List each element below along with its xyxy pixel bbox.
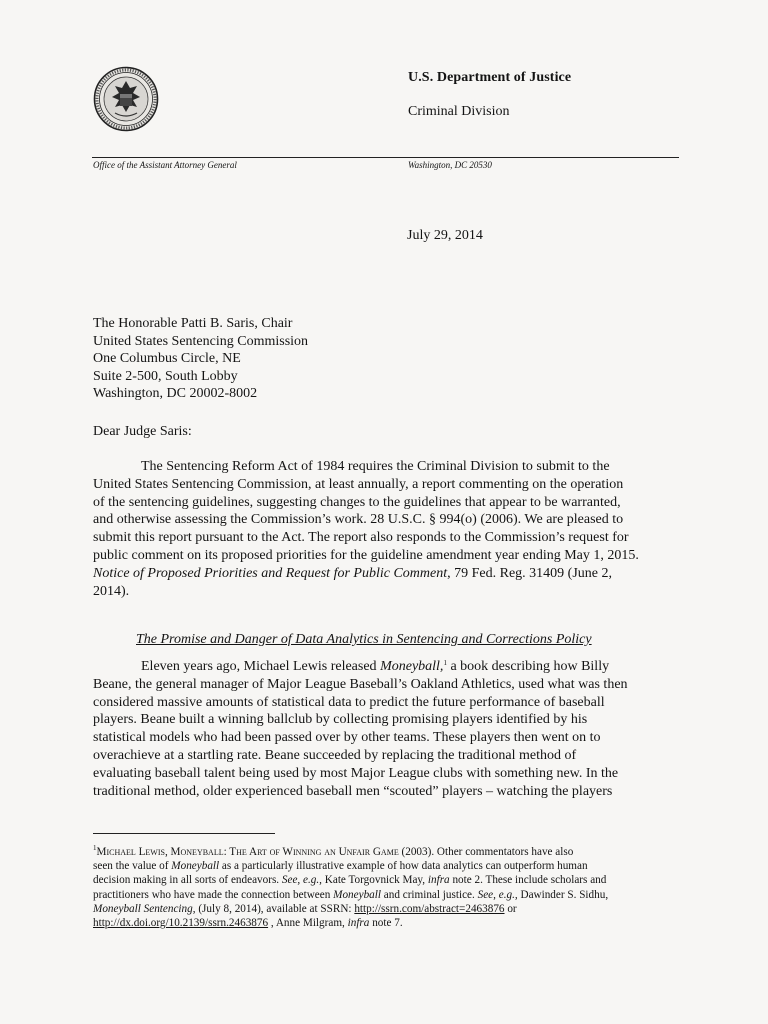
text-fragment: , (July 8, 2014), available at SSRN: xyxy=(192,902,355,915)
paragraph-intro xyxy=(93,458,685,600)
book-title: Moneyball xyxy=(171,860,220,873)
text-fragment: (2003). Other commentators have also xyxy=(398,846,574,858)
text-line: The Sentencing Reform Act of 1984 requires the Criminal Division to submit to the xyxy=(141,459,610,474)
footnote-line xyxy=(93,916,685,930)
text-line: players. Beane built a winning ballclub by collecting promising players identified by his xyxy=(93,712,588,728)
recipient-line: United States Sentencing Commission xyxy=(93,333,309,349)
text-line: submit this report pursuant to the Act. The report also responds to the Commission’s request for xyxy=(93,530,629,546)
department-name: U.S. Department of Justice xyxy=(408,70,572,85)
text-fragment: note 2. These include scholars and xyxy=(449,874,607,887)
footnote-line xyxy=(93,845,685,859)
text-line xyxy=(93,565,685,583)
signal-infra: infra xyxy=(427,874,450,887)
text-line: traditional method, older experienced baseball men “scouted” players – watching the players xyxy=(93,783,613,799)
text-line: overachieve at a startling rate. Beane succeeded by replacing the traditional method of xyxy=(93,747,577,763)
footnote-line xyxy=(93,859,685,873)
text-fragment: Dawinder S. Sidhu, xyxy=(517,888,609,901)
text-fragment: , Anne Milgram, xyxy=(268,917,348,930)
salutation: Dear Judge Saris: xyxy=(93,424,192,439)
book-title: Moneyball, xyxy=(380,659,444,674)
signal-see: See, e.g., xyxy=(477,888,518,901)
text-fragment: , 79 Fed. Reg. 31409 (June 2, xyxy=(447,565,612,581)
text-fragment: Eleven years ago, Michael Lewis released xyxy=(141,659,381,674)
recipient-line: Suite 2-500, South Lobby xyxy=(93,368,238,384)
text-fragment: and criminal justice. xyxy=(380,888,478,901)
text-line: considered massive amounts of statistical data to predict the future performance of baseball xyxy=(93,694,605,710)
text-fragment: or xyxy=(504,902,517,915)
footnote-line xyxy=(93,888,685,902)
text-fragment: as a particularly illustrative example of how data analytics can outperform human xyxy=(219,860,588,873)
recipient-line: Washington, DC 20002-8002 xyxy=(93,386,258,402)
text-fragment: seen the value of xyxy=(93,860,172,873)
text-fragment: a book describing how Billy xyxy=(446,659,610,674)
footnote xyxy=(93,845,685,930)
text-line: statistical models who had been passed over by other teams. These players then went on to xyxy=(93,730,601,746)
recipient-address xyxy=(93,315,308,403)
book-citation: Michael Lewis, Moneyball: The Art of Winning an Unfair Game xyxy=(96,846,399,858)
text-fragment: Kate Torgovnick May, xyxy=(321,874,428,887)
office-city: Washington, DC 20530 xyxy=(408,160,492,170)
office-name: Office of the Assistant Attorney General xyxy=(93,160,237,170)
footnote-rule xyxy=(93,833,275,834)
text-line: Beane, the general manager of Major League Baseball’s Oakland Athletics, used what was then xyxy=(93,676,628,692)
recipient-line: The Honorable Patti B. Saris, Chair xyxy=(93,316,293,331)
ssrn-link[interactable]: http://ssrn.com/abstract=2463876 xyxy=(354,902,505,915)
footnote-line xyxy=(93,873,685,887)
text-fragment: decision making in all sorts of endeavors. xyxy=(93,874,282,887)
text-line: United States Sentencing Commission, at least annually, a report commenting on the operation xyxy=(93,476,624,492)
text-line: and otherwise assessing the Commission’s work. 28 U.S.C. § 994(o) (2006). We are pleased to xyxy=(93,512,624,528)
footnote-line xyxy=(93,902,685,916)
letterhead-rule xyxy=(92,157,679,158)
section-heading: The Promise and Danger of Data Analytics in Sentencing and Corrections Policy xyxy=(136,632,592,647)
text-line: 2014). xyxy=(93,583,130,599)
footnote-number: 1 xyxy=(93,844,97,852)
signal-infra: infra xyxy=(347,917,370,930)
signal-see: See, e.g., xyxy=(281,874,322,887)
doi-link[interactable]: http://dx.doi.org/10.2139/ssrn.2463876 xyxy=(93,917,269,930)
footnote-ref: 1 xyxy=(443,659,447,667)
text-line: of the sentencing guidelines, suggesting changes to the guidelines that appear to be warranted, xyxy=(93,494,621,510)
text-fragment: note 7. xyxy=(369,917,403,930)
paragraph-moneyball xyxy=(93,658,685,800)
notice-title: Notice of Proposed Priorities and Request for Public Comment xyxy=(93,565,448,581)
book-title: Moneyball xyxy=(333,888,381,901)
text-fragment: practitioners who have made the connection between xyxy=(93,888,334,901)
recipient-line: One Columbus Circle, NE xyxy=(93,351,241,367)
division-name: Criminal Division xyxy=(408,104,510,119)
text-line xyxy=(93,658,685,676)
text-line: evaluating baseball talent being used by most Major League clubs with something new. In the xyxy=(93,765,619,781)
text-line: public comment on its proposed priorities for the guideline amendment year ending May 1, 2015. xyxy=(93,547,639,563)
article-title: Moneyball Sentencing xyxy=(93,902,193,915)
doj-seal-icon xyxy=(93,66,159,132)
letter-date: July 29, 2014 xyxy=(407,228,483,243)
